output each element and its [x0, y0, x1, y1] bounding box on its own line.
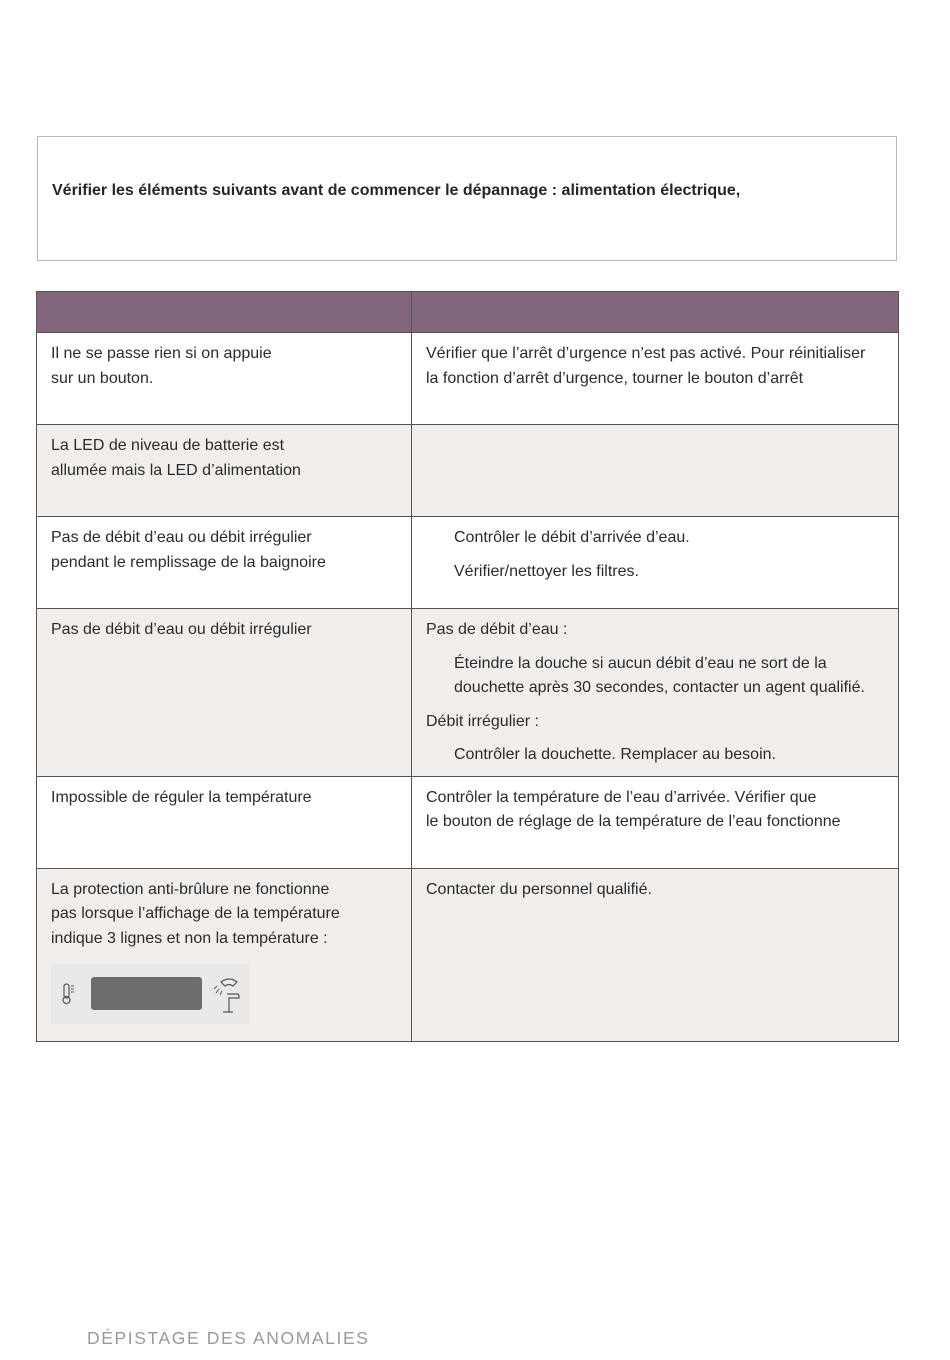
solution-cell: [412, 425, 899, 517]
header-problem: [37, 292, 412, 333]
table-row: [37, 609, 899, 777]
solution-line: le bouton de réglage de la température de l’eau fonctionne: [426, 813, 841, 830]
problem-line: Impossible de réguler la température: [51, 788, 312, 806]
problem-line: sur un bouton.: [51, 369, 154, 387]
troubleshooting-table: [36, 291, 899, 1042]
table-header-row: [37, 292, 899, 333]
problem-line: pendant le remplissage de la baignoire: [51, 553, 326, 571]
problem-line: indique 3 lignes et non la température :: [51, 929, 328, 947]
problem-cell: [37, 517, 412, 609]
problem-line: allumée mais la LED d’alimentation: [51, 461, 301, 479]
temperature-display-illustration: [51, 964, 250, 1024]
solution-item: Contrôler la douchette. Remplacer au besoin.: [454, 746, 776, 763]
solution-item: Vérifier/nettoyer les filtres.: [454, 562, 639, 580]
shower-icon: [211, 974, 241, 1014]
table-row: [37, 868, 899, 1041]
problem-cell: [37, 333, 412, 425]
solution-line: Contrôler la température de l’eau d’arrivée. Vérifier que: [426, 788, 817, 806]
solution-item: [426, 652, 884, 701]
notice-text: Vérifier les éléments suivants avant de commencer le dépannage : alimentation électrique,: [52, 182, 741, 199]
solution-heading: Débit irrégulier :: [426, 712, 539, 730]
problem-line: La LED de niveau de batterie est: [51, 437, 285, 454]
solution-cell: [412, 776, 899, 868]
solution-line: Contacter du personnel qualifié.: [426, 880, 652, 898]
solution-cell: [412, 868, 899, 1041]
problem-cell: [37, 868, 412, 1041]
header-solution: [412, 292, 899, 333]
solution-cell: [412, 609, 899, 777]
problem-line: La protection anti-brûlure ne fonctionne: [51, 880, 330, 898]
solution-item: Contrôler le débit d’arrivée d’eau.: [454, 529, 690, 546]
problem-line: Pas de débit d’eau ou débit irrégulier: [51, 621, 312, 638]
solution-cell: [412, 333, 899, 425]
solution-line: douchette après 30 secondes, contacter un agent qualifié.: [454, 679, 865, 696]
solution-cell: [412, 517, 899, 609]
solution-line: la fonction d’arrêt d’urgence, tourner le bouton d’arrêt: [426, 369, 804, 387]
solution-line: Vérifier que l’arrêt d’urgence n’est pas activé. Pour réinitialiser: [426, 345, 866, 362]
problem-line: Il ne se passe rien si on appuie: [51, 345, 272, 362]
notice-box: [37, 136, 897, 261]
table-row: [37, 517, 899, 609]
display-screen: [91, 977, 202, 1010]
table-row: [37, 425, 899, 517]
problem-cell: [37, 776, 412, 868]
table-row: [37, 333, 899, 425]
problem-line: Pas de débit d’eau ou débit irrégulier: [51, 529, 312, 546]
page-footer-section-title: DÉPISTAGE DES ANOMALIES: [87, 1328, 370, 1348]
thermometer-icon: [61, 983, 77, 1005]
problem-cell: [37, 609, 412, 777]
problem-cell: [37, 425, 412, 517]
solution-line: Éteindre la douche si aucun débit d’eau ne sort de la: [454, 654, 827, 672]
table-row: [37, 776, 899, 868]
solution-heading: Pas de débit d’eau :: [426, 621, 568, 638]
problem-line: pas lorsque l’affichage de la température: [51, 905, 340, 922]
